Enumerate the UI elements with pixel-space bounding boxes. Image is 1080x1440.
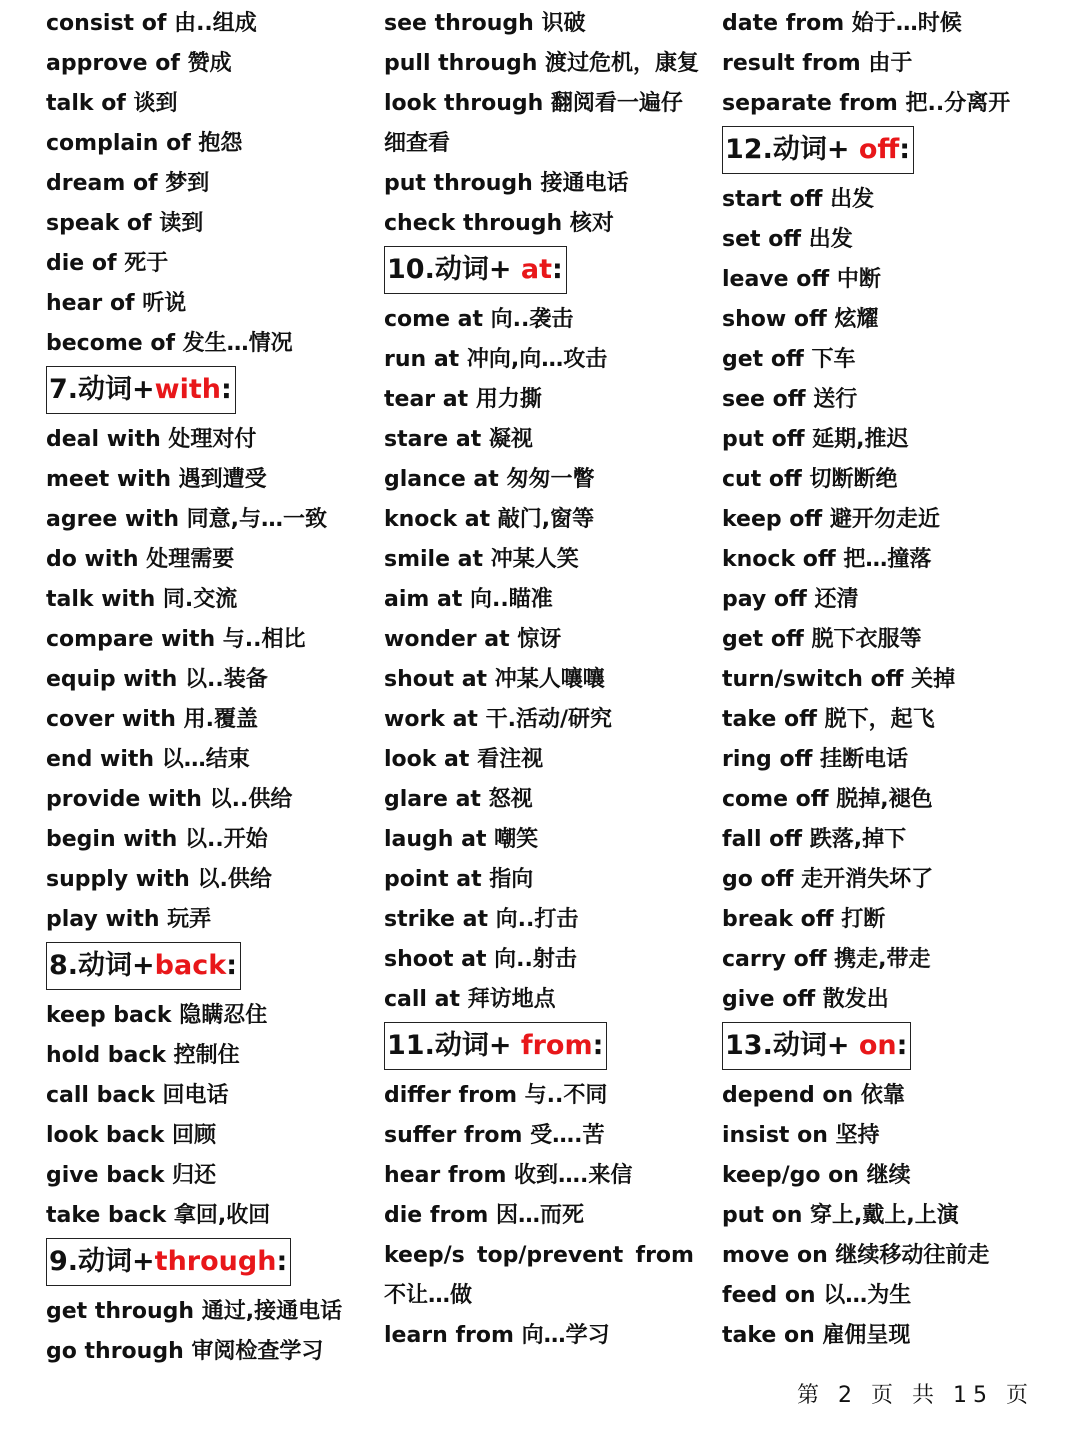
phrase-entry: shoot at 向..射击 [384,947,577,972]
phrase-entry: date from 始于…时候 [722,11,962,36]
phrase-entry: feed on 以…为生 [722,1283,912,1308]
phrase-entry: keep/go on 继续 [722,1163,911,1188]
justified-word: from [635,1243,694,1268]
heading-keyword: from [520,1030,593,1061]
phrase-entry: knock at 敲门,窗等 [384,507,595,532]
off-list [722,180,1042,1020]
phrase-entry: agree with 同意,与…一致 [46,507,328,532]
through-list-continued [384,4,714,244]
phrase-entry: separate from 把..分离开 [722,91,1011,116]
phrase-entry: learn from 向…学习 [384,1323,610,1348]
phrase-entry: get off 下车 [722,347,856,372]
phrase-entry: keep off 避开勿走近 [722,507,940,532]
justified-word: top/prevent [476,1243,624,1268]
column-1 [46,4,366,1372]
phrase-entry: put through 接通电话 [384,171,629,196]
phrase-entry: differ from 与..不同 [384,1083,608,1108]
section-heading-off [722,126,914,174]
heading-keyword: on [858,1030,897,1061]
phrase-entry: shout at 冲某人嚷嚷 [384,667,605,692]
phrase-entry: suffer from 受….苦 [384,1123,605,1148]
heading-prefix: 9.动词+ [49,1246,155,1277]
phrase-entry: show off 炫耀 [722,307,879,332]
phrase-entry: talk with 同.交流 [46,587,238,612]
phrase-entry: 细查看 [384,131,451,156]
phrase-entry: approve of 赞成 [46,51,232,76]
phrase-entry: take on 雇佣呈现 [722,1323,911,1348]
heading-keyword: with [154,374,221,405]
column-2 [384,4,714,1356]
phrase-entry: run at 冲向,向…攻击 [384,347,608,372]
back-list [46,996,366,1236]
phrase-entry: glare at 怒视 [384,787,533,812]
phrase-entry: 不让…做 [384,1283,473,1308]
phrase-entry: hold back 控制住 [46,1043,240,1068]
phrase-entry: give back 归还 [46,1163,217,1188]
phrase-entry: carry off 携走,带走 [722,947,931,972]
phrase-entry: look back 回顾 [46,1123,216,1148]
heading-prefix: 10.动词+ [387,254,521,285]
phrase-entry: break off 打断 [722,907,886,932]
phrase-entry: ring off 挂断电话 [722,747,909,772]
phrase-entry: aim at 向..瞄准 [384,587,553,612]
heading-prefix: 12.动词+ [725,134,859,165]
phrase-entry: check through 核对 [384,211,614,236]
phrase-entry: start off 出发 [722,187,875,212]
from-list-a [384,1076,714,1236]
phrase-entry: meet with 遇到遭受 [46,467,267,492]
phrase-entry: result from 由于 [722,51,913,76]
heading-suffix: : [221,374,232,405]
phrase-entry: complain of 抱怨 [46,131,243,156]
phrase-entry: speak of 读到 [46,211,204,236]
phrase-entry: die of 死于 [46,251,169,276]
phrase-entry: talk of 谈到 [46,91,178,116]
on-list [722,1076,1042,1356]
heading-prefix: 8.动词+ [49,950,155,981]
phrase-entry: depend on 依靠 [722,1083,905,1108]
phrase-entry: call back 回电话 [46,1083,229,1108]
phrase-entry: provide with 以..供给 [46,787,293,812]
heading-suffix: : [592,1030,604,1061]
phrase-entry: cut off 切断断绝 [722,467,898,492]
phrase-entry: hear of 听说 [46,291,187,316]
section-heading-with [46,366,236,414]
phrase-entry: compare with 与..相比 [46,627,306,652]
phrase-entry: tear at 用力撕 [384,387,542,412]
phrase-entry: go through 审阅检查学习 [46,1339,324,1364]
with-list [46,420,366,940]
phrase-entry: strike at 向..打击 [384,907,579,932]
phrase-entry: put off 延期,推迟 [722,427,909,452]
phrase-entry: come at 向..袭击 [384,307,574,332]
phrase-entry: laugh at 嘲笑 [384,827,539,852]
phrase-entry: stare at 凝视 [384,427,533,452]
phrase-entry: come off 脱掉,褪色 [722,787,933,812]
heading-suffix: : [276,1246,288,1277]
phrase-entry: go off 走开消失坏了 [722,867,934,892]
heading-prefix: 11.动词+ [387,1030,521,1061]
phrase-entry: get through 通过,接通电话 [46,1299,343,1324]
heading-suffix: : [896,1030,908,1061]
justified-entry [384,1236,694,1276]
justified-word: keep/s [384,1243,465,1268]
heading-keyword: back [154,950,227,981]
phrase-entry: get off 脱下衣服等 [722,627,922,652]
phrase-entry: pay off 还清 [722,587,859,612]
phrase-entry: pull through 渡过危机，康复 [384,51,700,76]
heading-suffix: : [899,134,911,165]
phrase-entry: turn/switch off 关掉 [722,667,956,692]
heading-keyword: off [858,134,900,165]
phrase-entry: move on 继续移动往前走 [722,1243,990,1268]
phrase-entry: insist on 坚持 [722,1123,880,1148]
phrase-entry: glance at 匆匆一瞥 [384,467,595,492]
phrase-entry: die from 因…而死 [384,1203,584,1228]
phrase-entry: do with 处理需要 [46,547,235,572]
phrase-entry: wonder at 惊讶 [384,627,562,652]
phrase-entry: point at 指向 [384,867,534,892]
phrase-entry: put on 穿上,戴上,上演 [722,1203,959,1228]
of-list [46,4,366,364]
phrase-entry: supply with 以.供给 [46,867,272,892]
section-heading-on [722,1022,911,1070]
phrase-entry: end with 以…结束 [46,747,250,772]
phrase-entry: set off 出发 [722,227,853,252]
phrase-entry: keep back 隐瞒忍住 [46,1003,268,1028]
phrase-entry: play with 玩弄 [46,907,212,932]
phrase-entry: see off 送行 [722,387,858,412]
phrase-entry: knock off 把…撞落 [722,547,932,572]
section-heading-from [384,1022,607,1070]
section-heading-back [46,942,241,990]
through-list [46,1292,366,1372]
phrase-entry: take back 拿回,收回 [46,1203,271,1228]
from-list-continued [722,4,1042,124]
from-list-b [384,1276,714,1356]
at-list [384,300,714,1020]
heading-keyword: through [154,1246,277,1277]
phrase-entry: see through 识破 [384,11,586,36]
section-heading-at [384,246,567,294]
phrase-entry: work at 干.活动/研究 [384,707,612,732]
column-3 [722,4,1042,1356]
phrase-entry: become of 发生…情况 [46,331,293,356]
phrase-entry: leave off 中断 [722,267,881,292]
heading-prefix: 7.动词+ [49,374,155,405]
phrase-entry: deal with 处理对付 [46,427,257,452]
phrase-entry: fall off 跌落,掉下 [722,827,907,852]
phrase-entry: take off 脱下，起飞 [722,707,935,732]
phrase-entry: begin with 以..开始 [46,827,268,852]
phrase-entry: look at 看注视 [384,747,544,772]
phrase-entry: cover with 用.覆盖 [46,707,258,732]
phrase-entry: equip with 以..装备 [46,667,268,692]
phrase-entry: hear from 收到….来信 [384,1163,633,1188]
heading-suffix: : [552,254,563,285]
phrase-entry: dream of 梦到 [46,171,210,196]
heading-prefix: 13.动词+ [725,1030,859,1061]
phrase-entry: call at 拜访地点 [384,987,556,1012]
heading-suffix: : [226,950,237,981]
section-heading-through [46,1238,291,1286]
page-number: 第 2 页 共 15 页 [797,1383,1034,1408]
phrase-entry: give off 散发出 [722,987,889,1012]
phrase-entry: consist of 由..组成 [46,11,257,36]
phrase-entry: smile at 冲某人笑 [384,547,579,572]
phrase-entry: look through 翻阅看一遍仔 [384,91,683,116]
heading-keyword: at [520,254,552,285]
